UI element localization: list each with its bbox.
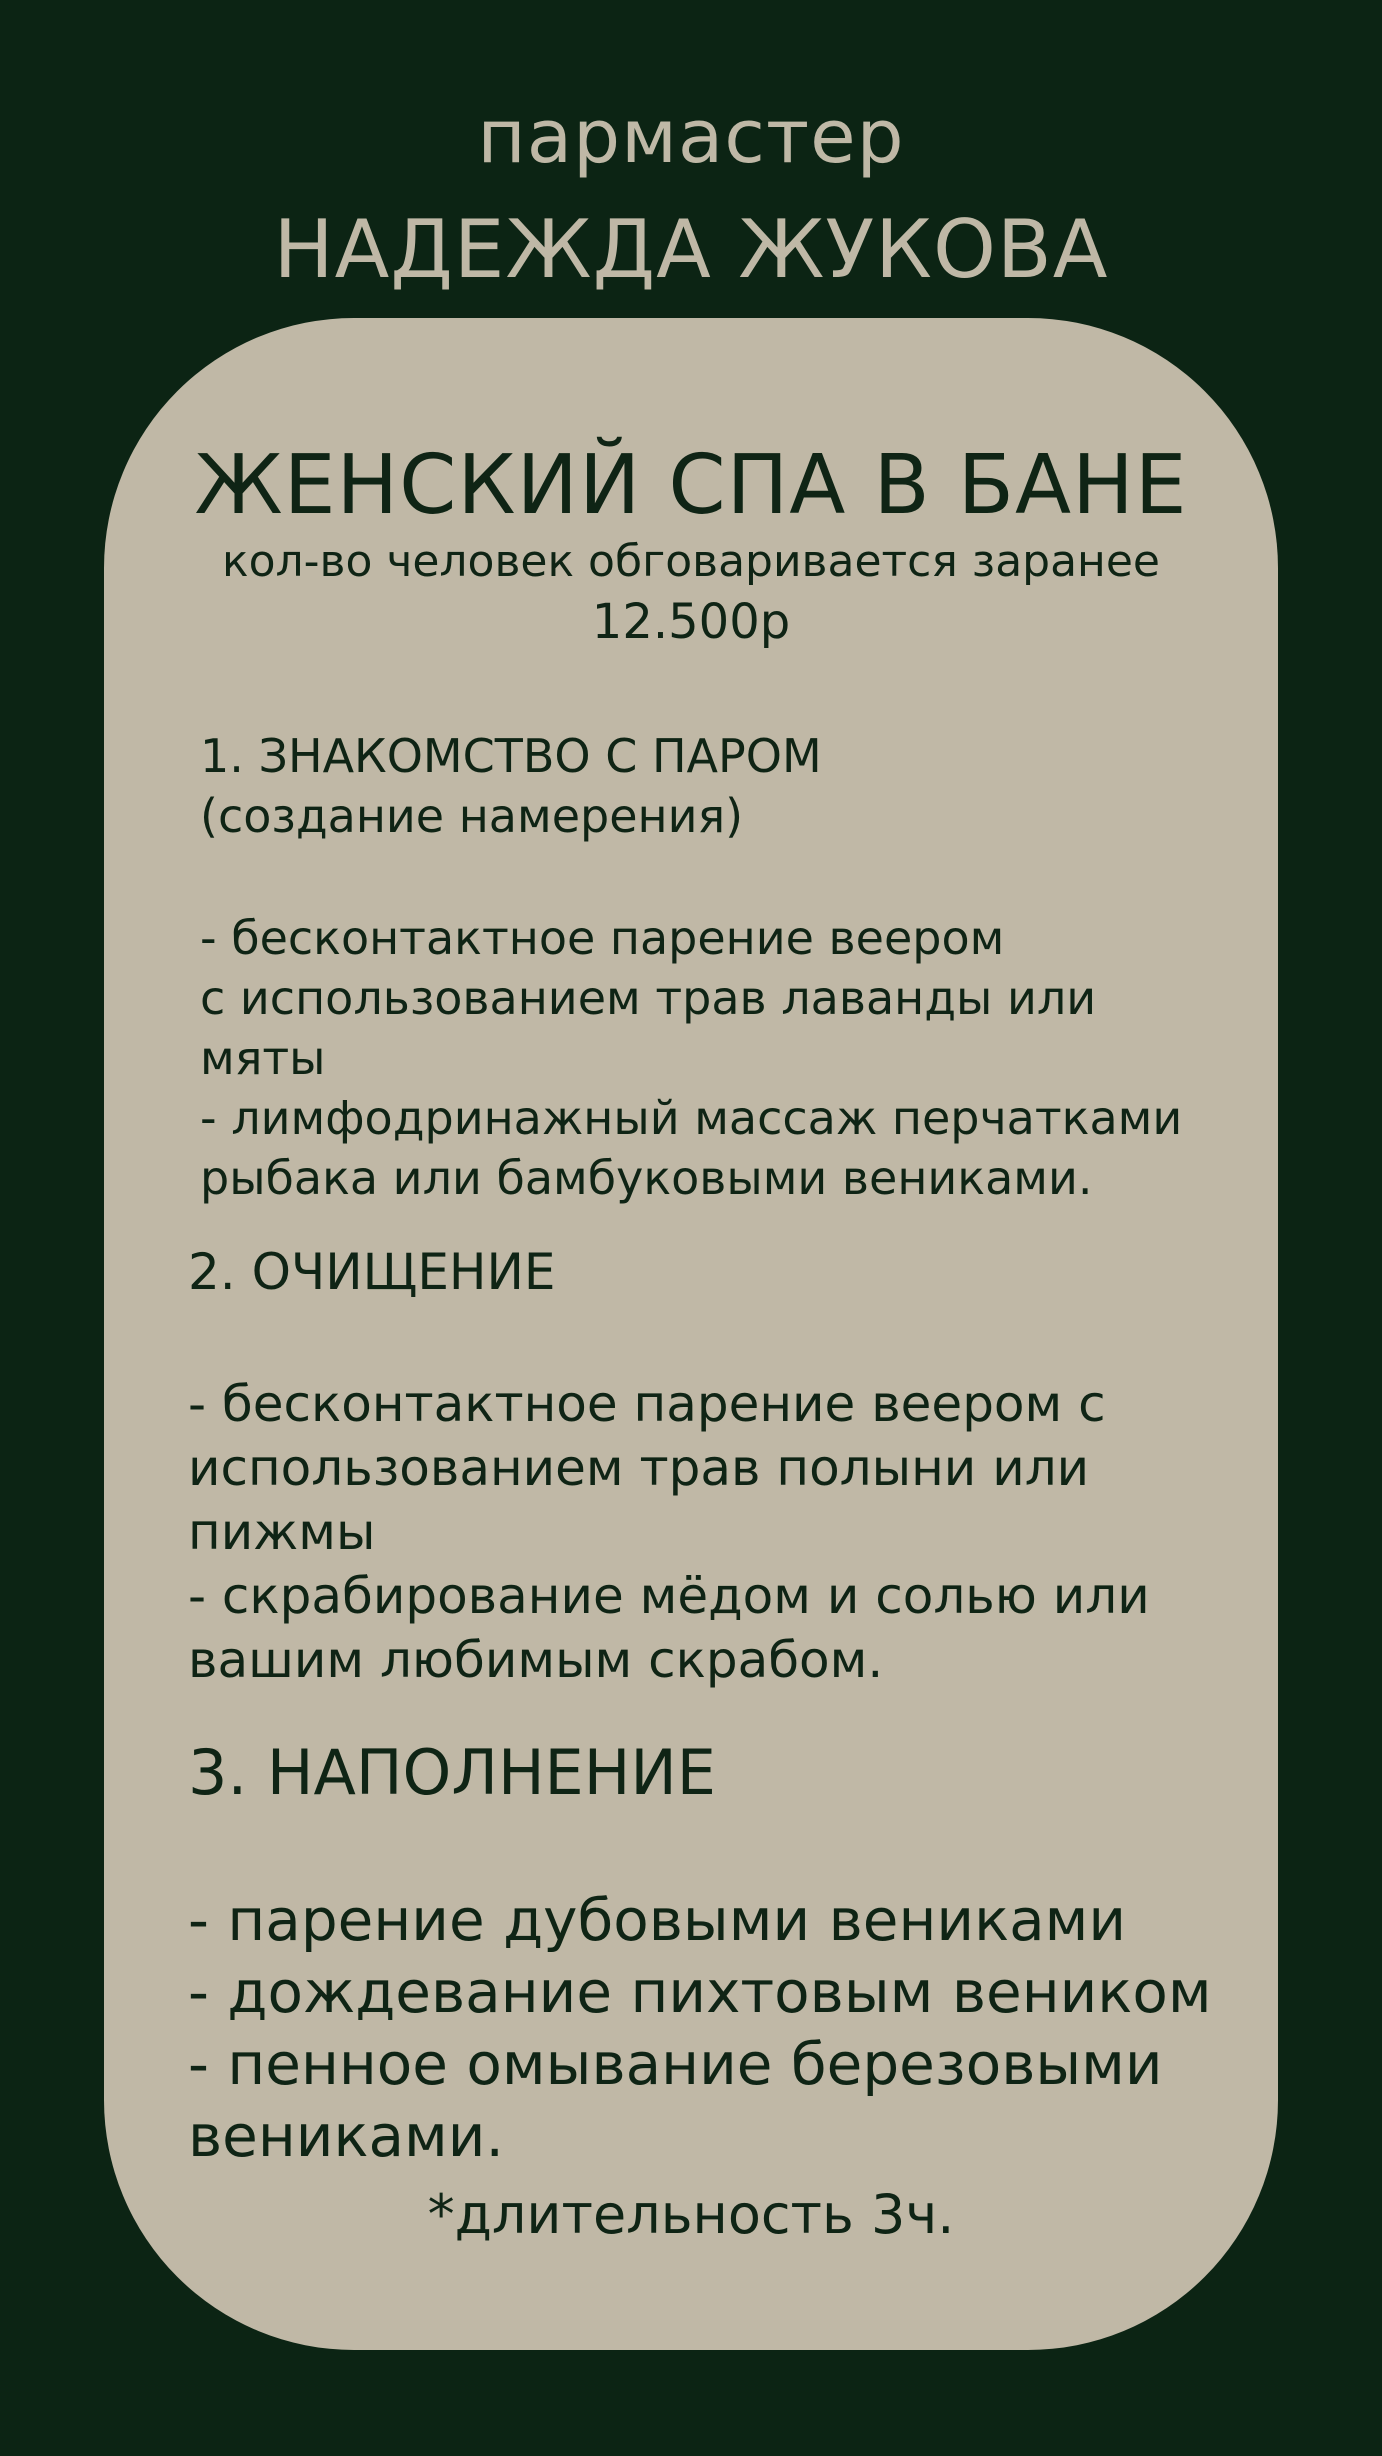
- section-1-heading: 1. ЗНАКОМСТВО С ПАРОМ: [200, 729, 822, 783]
- section-1-line: мяты: [200, 1031, 326, 1085]
- section-1-line: - лимфодринажный массаж перчатками: [200, 1091, 1183, 1145]
- service-card: [104, 318, 1278, 2350]
- duration-note: *длительность 3ч.: [427, 2183, 955, 2246]
- section-1-line: рыбака или бамбуковыми вениками.: [200, 1151, 1093, 1205]
- section-1-line: с использованием трав лаванды или: [200, 971, 1097, 1025]
- master-name: НАДЕЖДА ЖУКОВА: [273, 203, 1109, 296]
- section-2-line: - скрабирование мёдом и солью или: [188, 1567, 1150, 1625]
- section-3-heading: 3. НАПОЛНЕНИЕ: [188, 1736, 716, 1809]
- header-role: пармастер: [477, 94, 905, 180]
- section-3-line: вениками.: [188, 2102, 504, 2170]
- section-3-line: - парение дубовыми вениками: [188, 1886, 1127, 1954]
- section-3-line: - пенное омывание березовыми: [188, 2030, 1163, 2098]
- section-1-note: (создание намерения): [200, 789, 744, 843]
- section-3-line: - дождевание пихтовым веником: [188, 1958, 1212, 2026]
- section-2-line: пижмы: [188, 1503, 376, 1561]
- section-2-heading: 2. ОЧИЩЕНИЕ: [188, 1243, 556, 1301]
- section-2-line: вашим любимым скрабом.: [188, 1631, 884, 1689]
- service-price: 12.500р: [591, 594, 791, 650]
- service-title: ЖЕНСКИЙ СПА В БАНЕ: [194, 438, 1188, 533]
- section-2-line: - бесконтактное парение веером с: [188, 1375, 1106, 1433]
- section-2-line: использованием трав полыни или: [188, 1439, 1090, 1497]
- section-1-line: - бесконтактное парение веером: [200, 911, 1005, 965]
- service-subtitle: кол-во человек обговаривается заранее: [222, 536, 1160, 587]
